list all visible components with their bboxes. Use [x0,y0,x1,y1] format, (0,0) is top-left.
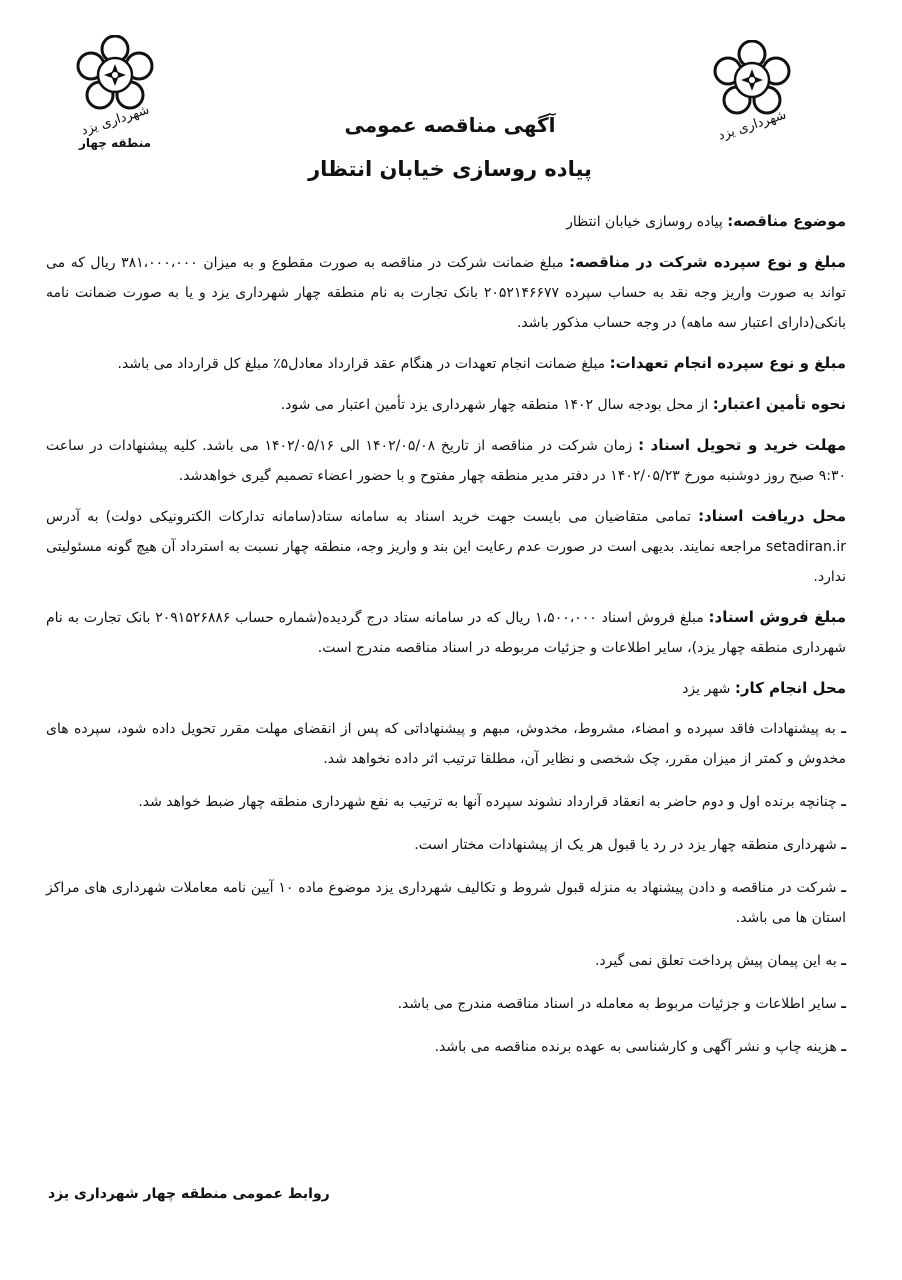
section-documents-location [46,501,846,592]
bullet-marker: ـ [841,1039,846,1055]
bullet-marker: ـ [841,837,846,853]
list-item [46,1032,846,1062]
section-label: موضوع مناقصه: [727,212,846,230]
list-item-text: سایر اطلاعات و جزئیات مربوط به معامله در اسناد مناقصه مندرج می باشد. [397,996,837,1012]
section-label: نحوه تأمین اعتبار: [712,395,846,413]
section-text: مبلغ ضمانت شرکت در مناقصه به صورت مقطوع و به میزان ۳۸۱،۰۰۰،۰۰۰ ریال که می تواند به صورت واریز وجه نقد به حساب سپرده ۲۰۵۲۱۴۶۶۷۷ بانک تجارت به نام منطقه چهار شهرداری یزد و یا به صورت ضمانت نامه بانکی(دارای اعتبار سه ماهه) در وجه حساب مذکور باشد. [46,255,846,331]
section-bid-deposit [46,247,846,338]
section-text: تمامی متقاضیان می بایست جهت خرید اسناد به سامانه ستاد(سامانه تدارکات الکترونیکی دولت) به آدرس setadiran.ir مراجعه نمایند. بدیهی است در صورت عدم رعایت این بند و واریز وجه، منطقه چهار نسبت به استرداد آن هیچ گونه مسئولیتی ندارد. [46,509,846,585]
municipality-logo-left [60,35,170,150]
logo-script-text: شهرداری یزد [79,102,151,139]
section-performance-deposit [46,348,846,379]
list-item [46,714,846,774]
list-item-text: به پیشنهادات فاقد سپرده و امضاء، مشروط، مخدوش، مبهم و پیشنهاداتی که پس از انقضای مهلت مقرر تحویل داده شود، سپرده های مخدوش و کمتر از میزان مقرر، چک شخصی و نظایر آن، مطلقا ترتیب اثر داده نخواهد شد. [46,721,846,767]
section-text: مبلغ ضمانت انجام تعهدات در هنگام عقد قرارداد معادل۵٪ مبلغ کل قرارداد می باشد. [117,356,610,372]
notice-subtitle: پیاده روسازی خیابان انتظار [308,157,592,181]
section-text: مبلغ فروش اسناد ۱،۵۰۰،۰۰۰ ریال که در سامانه ستاد درج گردیده(شماره حساب ۲۰۹۱۵۲۶۸۸۶ بانک تجارت به نام شهرداری منطقه چهار یزد)، سایر اطلاعات و جزئیات مربوطه در اسناد مناقصه مندرج است. [46,610,846,656]
list-item-text: شرکت در مناقصه و دادن پیشنهاد به منزله قبول شروط و تکالیف شهرداری یزد موضوع ماده ۱۰ آیین نامه معاملات شهرداری های مراکز استان ها می باشد. [46,880,846,926]
section-documents-price [46,602,846,663]
logo-script-text: شهرداری یزد [716,107,788,144]
section-label: مهلت خرید و تحویل اسناد : [638,436,847,454]
section-work-location [46,673,846,704]
list-item-text: شهرداری منطقه چهار یزد در رد یا قبول هر یک از پیشنهادات مختار است. [414,837,837,853]
municipality-logo-right [697,40,807,144]
notice-title: آگهی مناقصه عمومی [344,113,556,137]
list-item [46,946,846,976]
section-text: از محل بودجه سال ۱۴۰۲ منطقه چهار شهرداری یزد تأمین اعتبار می شود. [280,397,713,413]
list-item [46,787,846,817]
bullet-marker: ـ [841,953,846,969]
bullet-marker: ـ [841,794,846,810]
list-item-text: چنانچه برنده اول و دوم حاضر به انعقاد قرارداد نشوند سپرده آنها به ترتیب به نفع شهرداری منطقه چهار ضبط خواهد شد. [138,794,837,810]
section-funding [46,389,846,420]
section-label: مبلغ فروش اسناد: [708,608,846,626]
section-subject [46,206,846,237]
public-relations-signature: روابط عمومی منطقه چهار شهرداری یزد [48,1186,330,1202]
list-item [46,989,846,1019]
section-label: محل دریافت اسناد: [698,507,847,525]
conditions-list [46,714,846,1062]
section-text: پیاده روسازی خیابان انتظار [566,214,728,230]
list-item-text: به این پیمان پیش پرداخت تعلق نمی گیرد. [594,953,837,969]
list-item-text: هزینه چاپ و نشر آگهی و کارشناسی به عهده برنده مناقصه می باشد. [434,1039,837,1055]
bullet-marker: ـ [841,880,846,896]
section-label: محل انجام کار: [734,679,846,697]
section-label: مبلغ و نوع سپرده شرکت در مناقصه: [569,253,846,271]
section-label: مبلغ و نوع سپرده انجام تعهدات: [609,354,846,372]
notice-body [46,206,846,1075]
section-deadline [46,430,846,491]
list-item [46,873,846,933]
bullet-marker: ـ [841,721,846,737]
region-label: منطقه چهار [78,136,152,150]
bullet-marker: ـ [841,996,846,1012]
section-text: شهر یزد [682,681,735,697]
list-item [46,830,846,860]
section-text: زمان شرکت در مناقصه از تاریخ ۱۴۰۲/۰۵/۰۸ الی ۱۴۰۲/۰۵/۱۶ می باشد. کلیه پیشنهادات در ساعت ۹:۳۰ صبح روز دوشنبه مورخ ۱۴۰۲/۰۵/۲۳ در دفتر مدیر منطقه چهار مفتوح و با حضور اعضاء تصمیم گیری خواهدشد. [46,438,846,484]
notice-header [200,108,700,188]
